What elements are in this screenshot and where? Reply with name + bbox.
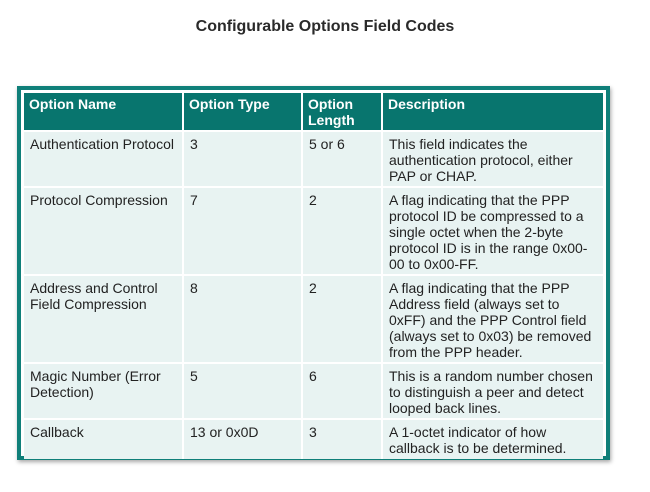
cell-option-type: 13 or 0x0D [183, 419, 302, 459]
cell-option-length: 6 [302, 363, 382, 419]
table-row [24, 275, 603, 363]
cell-option-length: 2 [302, 187, 382, 275]
header-option-type: Option Type [183, 93, 302, 131]
cell-description: This is a random number chosen to distinguish a peer and detect looped back lines. [382, 363, 603, 419]
cell-option-length: 3 [302, 419, 382, 459]
cell-option-name: Address and Control Field Compression [24, 275, 183, 363]
cell-option-length: 5 or 6 [302, 131, 382, 187]
table-header-row [24, 93, 603, 131]
table-row [24, 419, 603, 459]
cell-description: A 1-octet indicator of how callback is to be determined. [382, 419, 603, 459]
header-description: Description [382, 93, 603, 131]
header-option-length-line1: Option [308, 96, 354, 112]
table-row [24, 363, 603, 419]
cell-option-type: 5 [183, 363, 302, 419]
table-container [21, 90, 606, 456]
table-row [24, 187, 603, 275]
header-option-length [302, 93, 382, 131]
cell-option-type: 8 [183, 275, 302, 363]
page-title: Configurable Options Field Codes [195, 18, 455, 35]
cell-option-name: Protocol Compression [24, 187, 183, 275]
header-option-name: Option Name [24, 93, 183, 131]
cell-option-type: 7 [183, 187, 302, 275]
cell-description: This field indicates the authentication protocol, either PAP or CHAP. [382, 131, 603, 187]
cell-option-name: Magic Number (Error Detection) [24, 363, 183, 419]
cell-option-name: Authentication Protocol [24, 131, 183, 187]
cell-description: A flag indicating that the PPP Address field (always set to 0xFF) and the PPP Control field (always set to 0x03) be removed from the PPP header. [382, 275, 603, 363]
table-frame [17, 86, 610, 460]
cell-description: A flag indicating that the PPP protocol ID be compressed to a single octet when the 2-byte protocol ID is in the range 0x00-00 to 0x00-FF. [382, 187, 603, 275]
option-codes-table [24, 93, 603, 459]
table-row [24, 131, 603, 187]
cell-option-length: 2 [302, 275, 382, 363]
cell-option-name: Callback [24, 419, 183, 459]
header-option-length-line2: Length [308, 112, 355, 128]
cell-option-type: 3 [183, 131, 302, 187]
